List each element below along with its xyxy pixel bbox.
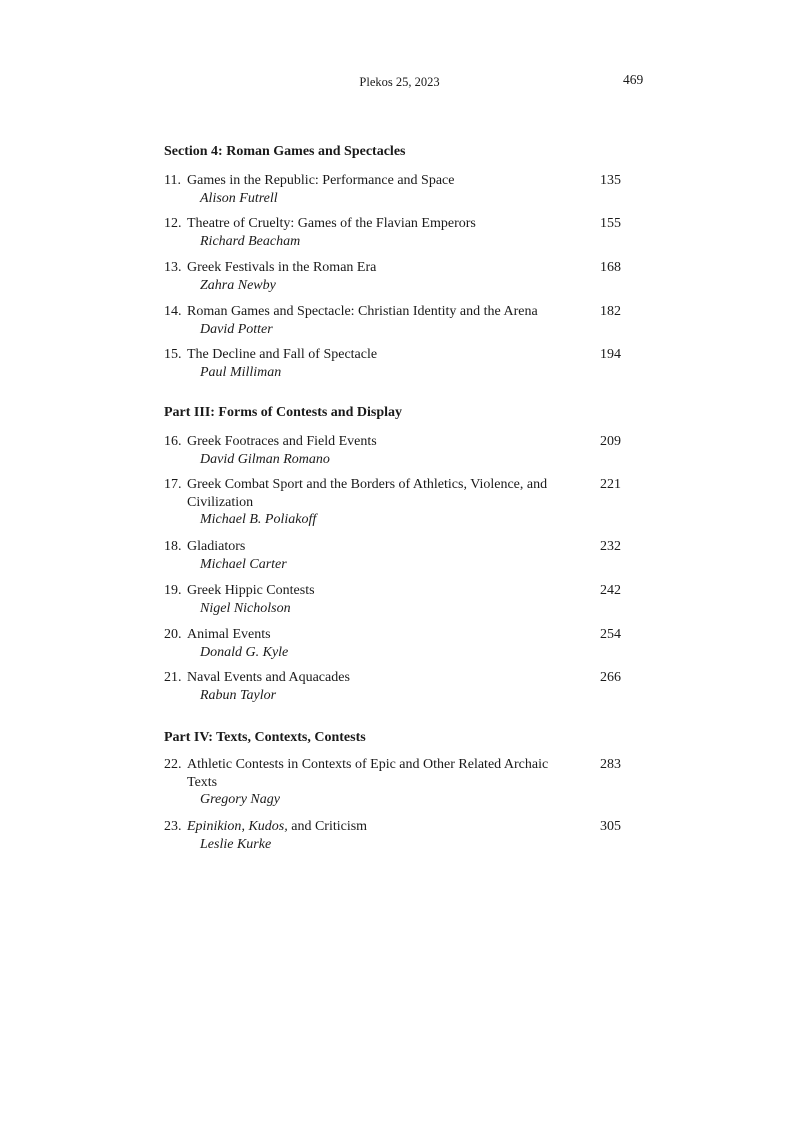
- toc-entry: [164, 582, 624, 617]
- entry-author: Leslie Kurke: [200, 836, 272, 852]
- entry-title: Games in the Republic: Performance and Space: [187, 173, 455, 188]
- entry-author: Michael B. Poliakoff: [200, 512, 317, 527]
- toc-entry: [164, 476, 624, 529]
- entry-page: 254: [600, 627, 621, 642]
- entry-author: Alison Futrell: [200, 190, 278, 206]
- entry-number: 17.: [164, 477, 182, 492]
- entry-page: 266: [600, 670, 621, 685]
- toc-entry: [164, 303, 624, 338]
- toc-entry: [164, 538, 624, 573]
- toc-entry: [164, 346, 624, 381]
- entry-page: 221: [600, 477, 621, 492]
- entry-author: Nigel Nicholson: [200, 600, 291, 616]
- entry-page: 305: [600, 819, 621, 834]
- entry-page: 182: [600, 304, 621, 319]
- entry-author: Paul Milliman: [200, 364, 282, 380]
- entry-title: Naval Events and Aquacades: [187, 670, 350, 685]
- entry-author: Richard Beacham: [200, 233, 301, 249]
- entry-number: 20.: [164, 627, 182, 642]
- entry-page: 194: [600, 347, 621, 362]
- entry-number: 18.: [164, 539, 182, 554]
- entry-author: Zahra Newby: [200, 277, 276, 293]
- entry-title: The Decline and Fall of Spectacle: [187, 347, 378, 362]
- entry-title: Greek Hippic Contests: [187, 583, 315, 598]
- toc-entry: [164, 172, 624, 207]
- entry-number: 11.: [164, 173, 181, 188]
- entry-page: 209: [600, 434, 621, 449]
- entry-title: Athletic Contests in Contexts of Epic and Other Related Archaic Texts: [187, 757, 549, 790]
- entry-page: 283: [600, 757, 621, 772]
- entry-author: David Gilman Romano: [200, 451, 330, 467]
- entry-number: 13.: [164, 260, 182, 275]
- entry-author: Gregory Nagy: [200, 792, 280, 807]
- section-heading: Part III: Forms of Contests and Display: [164, 405, 402, 420]
- title-part: and Criticism: [287, 819, 368, 834]
- section-heading: Section 4: Roman Games and Spectacles: [164, 144, 406, 159]
- entry-title: Greek Festivals in the Roman Era: [187, 260, 377, 275]
- entry-number: 23.: [164, 819, 182, 834]
- entry-title: Greek Combat Sport and the Borders of Athletics, Violence, and Civilization: [187, 477, 548, 510]
- title-part: Epinikion: [187, 819, 242, 834]
- toc-entry: [164, 259, 624, 294]
- entry-number: 19.: [164, 583, 182, 598]
- entry-author: Michael Carter: [200, 556, 287, 572]
- toc-entry: [164, 669, 624, 704]
- entry-author: Rabun Taylor: [200, 687, 277, 703]
- entry-number: 15.: [164, 347, 182, 362]
- entry-number: 12.: [164, 216, 182, 231]
- page-number: 469: [623, 72, 644, 87]
- title-part: ,: [241, 819, 249, 834]
- title-part: Kudos,: [248, 819, 288, 834]
- entry-page: 155: [600, 216, 621, 231]
- entry-number: 14.: [164, 304, 182, 319]
- entry-author: Donald G. Kyle: [200, 644, 289, 660]
- entry-title: Roman Games and Spectacle: Christian Identity and the Arena: [187, 304, 538, 319]
- entry-author: David Potter: [200, 321, 273, 337]
- entry-title: Gladiators: [187, 539, 246, 554]
- toc-entry: [164, 756, 624, 809]
- entry-title: Theatre of Cruelty: Games of the Flavian Emperors: [187, 216, 476, 231]
- entry-number: 21.: [164, 670, 182, 685]
- entry-page: 168: [600, 260, 621, 275]
- entry-title: [187, 818, 565, 836]
- entry-page: 135: [600, 173, 621, 188]
- entry-title: Animal Events: [187, 627, 271, 642]
- entry-title: Greek Footraces and Field Events: [187, 434, 377, 449]
- entry-number: 22.: [164, 757, 182, 772]
- entry-page: 232: [600, 539, 621, 554]
- running-header: Plekos 25, 2023: [359, 75, 440, 89]
- toc-entry: [164, 818, 624, 853]
- entry-page: 242: [600, 583, 621, 598]
- toc-entry: [164, 626, 624, 661]
- section-heading: Part IV: Texts, Contexts, Contests: [164, 730, 366, 745]
- entry-number: 16.: [164, 434, 182, 449]
- toc-entry: [164, 433, 624, 468]
- toc-entry: [164, 215, 624, 250]
